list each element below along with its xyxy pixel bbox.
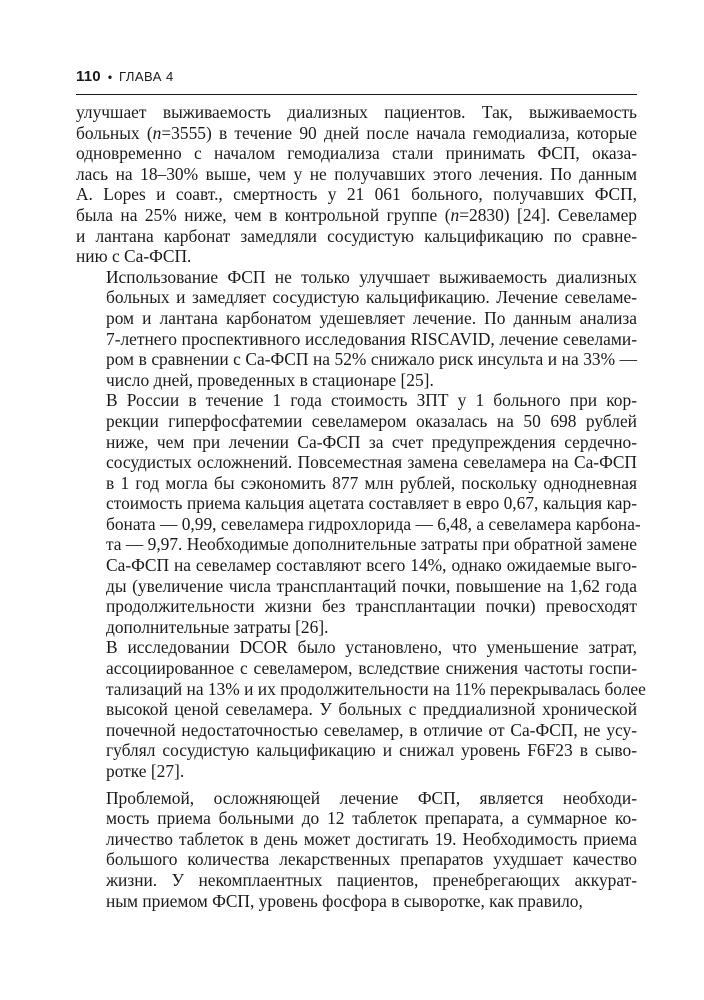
body-text bbox=[76, 102, 646, 911]
text-line: гублял сосудистую кальцификацию и снижал уровень F6F23 в сыво- bbox=[106, 740, 637, 761]
running-header bbox=[76, 68, 637, 92]
text-line: больных (n=3555) в течение 90 дней после начала гемодиализа, которые bbox=[76, 122, 637, 143]
text-line: A. Lopes и соавт., смертность у 21 061 больного, получавших ФСП, bbox=[76, 184, 637, 205]
text-line: лась на 18–30% выше, чем у не получавших этого лечения. По данным bbox=[76, 163, 637, 184]
paragraph bbox=[76, 102, 637, 267]
text-line: улучшает выживаемость диализных пациентов. Так, выживаемость bbox=[76, 102, 637, 122]
text-line: в 1 год могла бы сэкономить 877 млн рублей, поскольку однодневная bbox=[106, 472, 637, 493]
text-line: дополнительные затраты [26]. bbox=[106, 616, 329, 637]
text-line: больных и замедляет сосудистую кальцификацию. Лечение севеламе- bbox=[106, 287, 637, 308]
text-line: высокой ценой севеламера. У больных с преддиализной хронической bbox=[106, 699, 637, 720]
text-line: одновременно с началом гемодиализа стали принимать ФСП, оказа- bbox=[76, 143, 637, 164]
text-line: большого количества лекарственных препаратов ухудшает качество bbox=[106, 849, 637, 870]
text-line: рекции гиперфосфатемии севеламером оказалась на 50 698 рублей bbox=[106, 410, 637, 431]
text-line: ниже, чем при лечении Са-ФСП за счет предупреждения сердечно- bbox=[106, 431, 637, 452]
header-separator: • bbox=[107, 70, 113, 84]
paragraph bbox=[76, 390, 641, 637]
text-line: число дней, проведенных в стационаре [25]. bbox=[106, 369, 434, 390]
paragraph bbox=[76, 788, 637, 912]
text-line: 7-летнего проспективного исследования RISCAVID, лечение севелами- bbox=[106, 328, 637, 349]
text-line: личество таблеток в день может достигать 19. Необходимость приема bbox=[106, 828, 637, 849]
text-line: ром в сравнении с Са-ФСП на 52% снижало риск инсульта и на 33% — bbox=[106, 349, 637, 370]
chapter-title: ГЛАВА 4 bbox=[119, 69, 174, 84]
text-line: ротке [27]. bbox=[106, 761, 185, 781]
text-line: ассоциированное с севеламером, вследствие снижения частоты госпи- bbox=[106, 658, 637, 679]
text-line: жизни. У некомплаентных пациентов, пренебрегающих аккурат- bbox=[106, 869, 637, 890]
text-line: ды (увеличение числа трансплантаций почки, повышение на 1,62 года bbox=[106, 575, 637, 596]
paragraph bbox=[76, 267, 637, 391]
text-line: мость приема больными до 12 таблеток препарата, а суммарное ко- bbox=[106, 808, 637, 829]
text-line: В исследовании DCOR было установлено, что уменьшение затрат, bbox=[106, 637, 637, 658]
text-line: нию с Са-ФСП. bbox=[76, 246, 192, 267]
text-line: боната — 0,99, севеламера гидрохлорида — 6,48, а севеламера карбона- bbox=[106, 513, 641, 534]
text-line: Использование ФСП не только улучшает выживаемость диализных bbox=[106, 266, 637, 287]
text-line: стоимость приема кальция ацетата составляет в евро 0,67, кальция кар- bbox=[106, 493, 637, 514]
text-line: та — 9,97. Необходимые дополнительные затраты при обратной замене bbox=[106, 534, 637, 555]
paragraph bbox=[76, 637, 646, 781]
text-line: почечной недостаточностью севеламер, в отличие от Са-ФСП, не усу- bbox=[106, 719, 637, 740]
text-line: ром и лантана карбонатом удешевляет лечение. По данным анализа bbox=[106, 307, 637, 328]
text-line: ным приемом ФСП, уровень фосфора в сыворотке, как правило, bbox=[106, 890, 583, 911]
text-line: и лантана карбонат замедляли сосудистую кальцификацию по сравне- bbox=[76, 225, 637, 246]
text-line: Са-ФСП на севеламер составляют всего 14%, однако ожидаемые выго- bbox=[106, 555, 637, 576]
header-rule bbox=[76, 94, 637, 95]
text-line: Проблемой, осложняющей лечение ФСП, является необходи- bbox=[106, 787, 637, 808]
text-line: сосудистых осложнений. Повсеместная замена севеламера на Са-ФСП bbox=[106, 452, 637, 473]
text-line: продолжительности жизни без трансплантации почки) превосходят bbox=[106, 596, 637, 617]
text-line: была на 25% ниже, чем в контрольной группе (n=2830) [24]. Севеламер bbox=[76, 204, 637, 225]
text-line: тализаций на 13% и их продолжительности на 11% перекрывалась более bbox=[106, 678, 646, 699]
page-number: 110 bbox=[76, 68, 101, 85]
text-line: В России в течение 1 года стоимость ЗПТ у 1 больного при кор- bbox=[106, 390, 637, 411]
